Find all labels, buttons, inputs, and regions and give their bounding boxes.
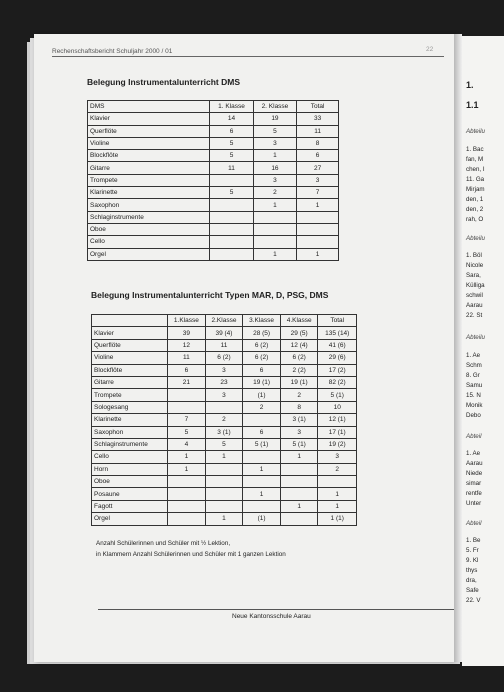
count-cell (168, 488, 206, 500)
footer-rule (98, 609, 454, 610)
right-page-text: 1. Bac (466, 146, 484, 153)
count-cell (297, 211, 339, 223)
table-row (92, 426, 357, 438)
table-row (92, 488, 357, 500)
instrument-cell: Orgel (92, 513, 168, 525)
count-cell: 135 (14) (318, 327, 357, 339)
table-row (92, 339, 357, 351)
count-cell (253, 236, 296, 248)
right-page-text: Aarau (466, 460, 483, 467)
right-page-text: 11. Ga (466, 176, 485, 183)
count-cell (210, 211, 253, 223)
count-cell: 29 (6) (318, 352, 357, 364)
count-cell: (1) (243, 513, 281, 525)
count-cell (253, 211, 296, 223)
count-cell: 1 (243, 488, 281, 500)
right-page-text: den, 1 (466, 196, 484, 203)
count-cell (280, 513, 318, 525)
instrument-cell: Cello (92, 451, 168, 463)
count-cell: 1 (243, 463, 281, 475)
instrument-cell: Trompete (92, 389, 168, 401)
count-cell: 2 (2) (280, 364, 318, 376)
count-cell (168, 389, 206, 401)
instrument-cell: Klarinette (88, 187, 210, 199)
right-page-text: 8. Gr (466, 372, 480, 379)
right-page-text: chen, I (466, 166, 485, 173)
count-cell: 19 (253, 113, 296, 125)
table-row (92, 327, 357, 339)
right-page (462, 36, 504, 666)
count-cell: 5 (1) (280, 438, 318, 450)
table-row (88, 113, 339, 125)
dms-column-header: DMS (88, 101, 210, 113)
count-cell: 6 (210, 125, 253, 137)
types-table (91, 314, 357, 526)
instrument-cell: Schlaginstrumente (88, 211, 210, 223)
count-cell: 6 (243, 364, 281, 376)
table-row (92, 451, 357, 463)
table-row (92, 364, 357, 376)
count-cell: 6 (168, 364, 206, 376)
count-cell: 2 (243, 401, 281, 413)
table1-title: Belegung Instrumentalunterricht DMS (87, 77, 241, 87)
right-page-text: Monik (466, 402, 483, 409)
table-row (88, 211, 339, 223)
count-cell: 3 (280, 426, 318, 438)
instrument-cell: Querflöte (88, 125, 210, 137)
count-cell: (1) (243, 389, 281, 401)
right-page-text: Abteilu (466, 334, 485, 341)
count-cell: 39 (4) (205, 327, 243, 339)
count-cell (168, 401, 206, 413)
count-cell: 1 (205, 451, 243, 463)
types-column-header: 2.Klasse (205, 315, 243, 327)
right-page-text: 5. Fr (466, 547, 479, 554)
types-column-header: 3.Klasse (243, 315, 281, 327)
right-page-text: Schm (466, 362, 482, 369)
table-row (92, 500, 357, 512)
right-page-text: thys (466, 567, 478, 574)
right-page-text: 1. Ae (466, 450, 481, 457)
count-cell (253, 223, 296, 235)
table-row (88, 162, 339, 174)
instrument-cell: Blockflöte (92, 364, 168, 376)
table-row (88, 199, 339, 211)
right-page-text: 1.1 (466, 100, 479, 110)
count-cell: 11 (205, 339, 243, 351)
table-row (92, 463, 357, 475)
count-cell: 41 (6) (318, 339, 357, 351)
right-page-text: Aarau (466, 302, 483, 309)
count-cell: 82 (2) (318, 376, 357, 388)
table-row (92, 376, 357, 388)
table-row (92, 389, 357, 401)
count-cell: 19 (1) (280, 376, 318, 388)
count-cell: 21 (168, 376, 206, 388)
count-cell: 12 (168, 339, 206, 351)
running-header: Rechenschaftsbericht Schuljahr 2000 / 01 (52, 48, 173, 55)
count-cell (205, 500, 243, 512)
count-cell: 14 (210, 113, 253, 125)
count-cell: 11 (168, 352, 206, 364)
right-page-text: 1. Ae (466, 352, 481, 359)
count-cell: 8 (297, 137, 339, 149)
count-cell: 6 (2) (243, 352, 281, 364)
count-cell (280, 463, 318, 475)
right-page-text: simar (466, 480, 482, 487)
right-page-text: Niede (466, 470, 483, 477)
count-cell (280, 488, 318, 500)
count-cell (243, 500, 281, 512)
right-page-text: Abteilu (466, 235, 485, 242)
count-cell (210, 199, 253, 211)
count-cell: 5 (253, 125, 296, 137)
instrument-cell: Horn (92, 463, 168, 475)
count-cell: 6 (243, 426, 281, 438)
count-cell: 2 (205, 414, 243, 426)
count-cell (210, 236, 253, 248)
right-page-text: Abteil (466, 520, 482, 527)
header-rule (52, 56, 444, 57)
dms-column-header: Total (297, 101, 339, 113)
count-cell (205, 488, 243, 500)
right-page-text: 1. Be (466, 537, 481, 544)
instrument-cell: Klarinette (92, 414, 168, 426)
instrument-cell: Gitarre (88, 162, 210, 174)
count-cell: 11 (297, 125, 339, 137)
count-cell: 1 (168, 451, 206, 463)
right-page-text: Sara, (466, 272, 481, 279)
count-cell: 1 (280, 451, 318, 463)
instrument-cell: Schlaginstrumente (92, 438, 168, 450)
right-page-text: Külliga (466, 282, 485, 289)
count-cell: 23 (205, 376, 243, 388)
instrument-cell: Fagott (92, 500, 168, 512)
count-cell: 1 (1) (318, 513, 357, 525)
count-cell: 4 (168, 438, 206, 450)
table-row (92, 352, 357, 364)
count-cell (243, 451, 281, 463)
count-cell: 8 (280, 401, 318, 413)
count-cell (168, 500, 206, 512)
right-page-text: den, 2 (466, 206, 484, 213)
count-cell: 33 (297, 113, 339, 125)
right-page-text: 1. (466, 80, 474, 90)
right-page-text: Nicole (466, 262, 484, 269)
instrument-cell: Saxophon (92, 426, 168, 438)
count-cell (318, 476, 357, 488)
count-cell: 1 (318, 488, 357, 500)
count-cell (210, 223, 253, 235)
dms-table (87, 100, 339, 261)
right-page-text: 15. N (466, 392, 481, 399)
count-cell: 1 (297, 199, 339, 211)
count-cell: 3 (205, 364, 243, 376)
instrument-cell: Oboe (92, 476, 168, 488)
count-cell: 16 (253, 162, 296, 174)
count-cell: 3 (253, 137, 296, 149)
count-cell: 19 (2) (318, 438, 357, 450)
instrument-cell: Saxophon (88, 199, 210, 211)
count-cell (168, 513, 206, 525)
count-cell: 5 (168, 426, 206, 438)
types-column-header (92, 315, 168, 327)
count-cell: 10 (318, 401, 357, 413)
table-row (88, 187, 339, 199)
right-page-text: rah, O (466, 216, 484, 223)
count-cell: 1 (253, 248, 296, 260)
count-cell: 3 (1) (205, 426, 243, 438)
note-line: in Klammern Anzahl Schülerinnen und Schüler mit 1 ganzen Lektion (96, 551, 286, 558)
count-cell: 27 (297, 162, 339, 174)
table-row (92, 414, 357, 426)
count-cell: 1 (297, 248, 339, 260)
right-page-text: fan, M (466, 156, 484, 163)
right-page-text: 9. Kl (466, 557, 479, 564)
table-row (88, 236, 339, 248)
table-row (88, 223, 339, 235)
count-cell: 12 (4) (280, 339, 318, 351)
count-cell: 6 (297, 150, 339, 162)
count-cell: 1 (168, 463, 206, 475)
table-row (92, 476, 357, 488)
instrument-cell: Klavier (92, 327, 168, 339)
right-page-text: Debo (466, 412, 481, 419)
count-cell: 6 (2) (205, 352, 243, 364)
count-cell: 5 (1) (243, 438, 281, 450)
right-page-text: Abteilu (466, 128, 485, 135)
count-cell: 29 (5) (280, 327, 318, 339)
count-cell: 1 (318, 500, 357, 512)
count-cell: 7 (297, 187, 339, 199)
count-cell: 12 (1) (318, 414, 357, 426)
table-row (88, 150, 339, 162)
count-cell (280, 476, 318, 488)
count-cell: 17 (1) (318, 426, 357, 438)
instrument-cell: Blockflöte (88, 150, 210, 162)
count-cell (297, 236, 339, 248)
right-page-text: 22. St (466, 312, 483, 319)
footer: Neue Kantonsschule Aarau (232, 613, 311, 620)
dms-column-header: 1. Klasse (210, 101, 253, 113)
count-cell: 3 (1) (280, 414, 318, 426)
count-cell: 6 (2) (280, 352, 318, 364)
instrument-cell: Sologesang (92, 401, 168, 413)
count-cell: 5 (210, 137, 253, 149)
right-page-text: Samu (466, 382, 483, 389)
right-page-text: rentfe (466, 490, 482, 497)
count-cell: 1 (253, 150, 296, 162)
count-cell: 19 (1) (243, 376, 281, 388)
count-cell: 6 (2) (243, 339, 281, 351)
count-cell (210, 248, 253, 260)
right-page-text: Mirjam (466, 186, 485, 193)
instrument-cell: Oboe (88, 223, 210, 235)
instrument-cell: Gitarre (92, 376, 168, 388)
count-cell: 2 (318, 463, 357, 475)
right-page-text: 1. Böl (466, 252, 482, 259)
table2-title: Belegung Instrumentalunterricht Typen MAR, D, PSG, DMS (91, 290, 329, 300)
dms-header-row (88, 101, 339, 113)
count-cell (243, 414, 281, 426)
count-cell: 5 (210, 187, 253, 199)
table-row (88, 248, 339, 260)
instrument-cell: Querflöte (92, 339, 168, 351)
page-number: 22 (426, 46, 434, 53)
count-cell (205, 463, 243, 475)
count-cell: 1 (253, 199, 296, 211)
right-page-text: Safe (466, 587, 479, 594)
count-cell: 17 (2) (318, 364, 357, 376)
right-page-text: 22. V (466, 597, 481, 604)
count-cell: 2 (253, 187, 296, 199)
count-cell: 28 (5) (243, 327, 281, 339)
right-page-text: Unter (466, 500, 482, 507)
count-cell: 7 (168, 414, 206, 426)
count-cell: 39 (168, 327, 206, 339)
count-cell: 1 (205, 513, 243, 525)
count-cell: 5 (210, 150, 253, 162)
instrument-cell: Cello (88, 236, 210, 248)
right-page-text: dra, (466, 577, 477, 584)
count-cell (210, 174, 253, 186)
instrument-cell: Klavier (88, 113, 210, 125)
count-cell: 5 (205, 438, 243, 450)
count-cell: 2 (280, 389, 318, 401)
count-cell (205, 476, 243, 488)
count-cell: 3 (253, 174, 296, 186)
dms-column-header: 2. Klasse (253, 101, 296, 113)
table-row (92, 438, 357, 450)
count-cell: 3 (318, 451, 357, 463)
table-row (88, 125, 339, 137)
right-page-text: schwil (466, 292, 483, 299)
count-cell: 3 (297, 174, 339, 186)
count-cell (243, 476, 281, 488)
table-row (92, 401, 357, 413)
count-cell (297, 223, 339, 235)
count-cell: 1 (280, 500, 318, 512)
instrument-cell: Violine (88, 137, 210, 149)
book-spine (454, 34, 462, 662)
types-header-row (92, 315, 357, 327)
instrument-cell: Trompete (88, 174, 210, 186)
table-row (88, 137, 339, 149)
count-cell (168, 476, 206, 488)
table-row (88, 174, 339, 186)
instrument-cell: Orgel (88, 248, 210, 260)
instrument-cell: Violine (92, 352, 168, 364)
count-cell: 11 (210, 162, 253, 174)
types-column-header: Total (318, 315, 357, 327)
table-row (92, 513, 357, 525)
instrument-cell: Posaune (92, 488, 168, 500)
count-cell: 3 (205, 389, 243, 401)
types-column-header: 1.Klasse (168, 315, 206, 327)
count-cell (205, 401, 243, 413)
count-cell: 5 (1) (318, 389, 357, 401)
note-line: Anzahl Schülerinnen und Schüler mit ½ Lektion, (96, 540, 231, 547)
types-column-header: 4.Klasse (280, 315, 318, 327)
right-page-text: Abteil (466, 433, 482, 440)
